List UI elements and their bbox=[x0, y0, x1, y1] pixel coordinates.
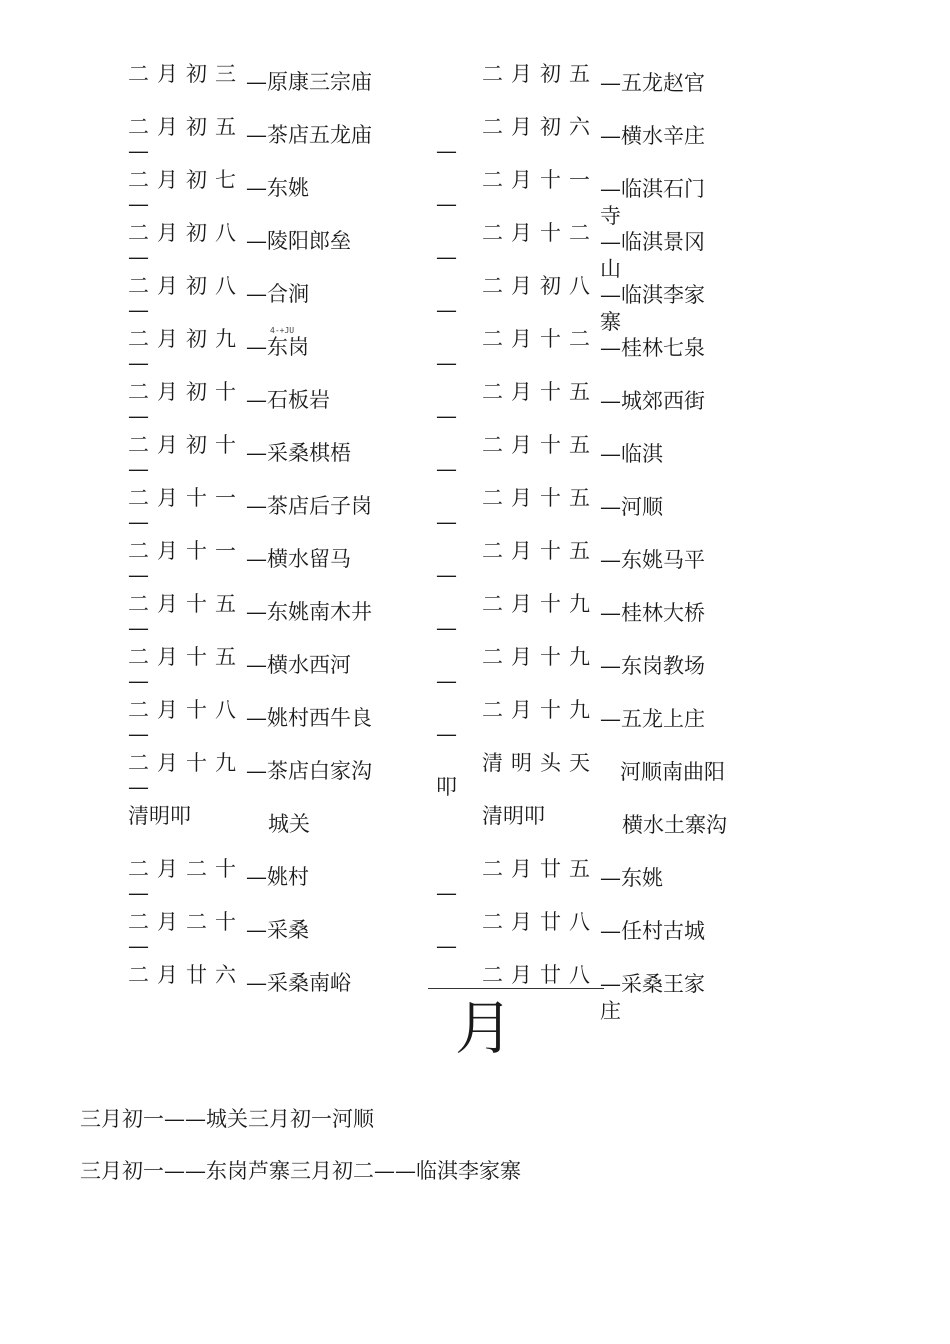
right-place: —临淇 bbox=[600, 442, 663, 466]
left-date: 二月廿六 bbox=[128, 963, 244, 987]
schedule-row bbox=[0, 221, 950, 281]
march-line-1: 三月初一——城关三月初一河顺 bbox=[80, 1107, 374, 1131]
right-place: —临淇景冈山 bbox=[600, 230, 705, 281]
right-date: 二月十五 bbox=[482, 539, 598, 563]
right-place: —任村古城 bbox=[600, 919, 705, 943]
right-date: 二月十二 bbox=[482, 221, 598, 245]
right-place: —采桑王家庄 bbox=[600, 972, 705, 1023]
right-date: 清明叩 bbox=[482, 804, 545, 828]
middle-mark: — bbox=[436, 934, 457, 958]
right-date: 二月十九 bbox=[482, 592, 598, 616]
right-date: 二月十二 bbox=[482, 327, 598, 351]
left-place: —采桑 bbox=[246, 918, 309, 942]
left-dash: — bbox=[128, 245, 149, 269]
right-date: 二月十九 bbox=[482, 645, 598, 669]
left-place: —姚村 bbox=[246, 865, 309, 889]
left-place: —石板岩 bbox=[246, 388, 330, 412]
left-date: 二月初八 bbox=[128, 221, 244, 245]
left-date: 二月十五 bbox=[128, 645, 244, 669]
right-date: 二月初五 bbox=[482, 62, 598, 86]
left-date: 二月二十 bbox=[128, 910, 244, 934]
right-place: —河顺 bbox=[600, 495, 663, 519]
left-date: 二月十一 bbox=[128, 486, 244, 510]
middle-mark: — bbox=[436, 245, 457, 269]
right-place: —横水辛庄 bbox=[600, 124, 705, 148]
schedule-row bbox=[0, 380, 950, 433]
small-note: 4-+JU bbox=[270, 326, 295, 335]
left-place: —姚村西牛良 bbox=[246, 706, 372, 730]
middle-mark: — bbox=[436, 351, 457, 375]
left-dash: — bbox=[128, 881, 149, 905]
left-place: —茶店白家沟 bbox=[246, 759, 372, 783]
right-place: —东岗教场 bbox=[600, 654, 705, 678]
left-date: 清明叩 bbox=[128, 804, 191, 828]
left-dash: — bbox=[128, 139, 149, 163]
right-date: 二月十五 bbox=[482, 380, 598, 404]
middle-mark: — bbox=[436, 139, 457, 163]
left-place: —陵阳郎垒 bbox=[246, 229, 351, 253]
right-place: —东姚马平 bbox=[600, 548, 705, 572]
middle-mark: — bbox=[436, 616, 457, 640]
left-dash: — bbox=[128, 775, 149, 799]
month-heading: 月 bbox=[455, 994, 514, 1062]
right-place: —桂林大桥 bbox=[600, 601, 705, 625]
right-place: 横水土寨沟 bbox=[622, 813, 727, 837]
schedule-row bbox=[0, 486, 950, 539]
schedule-row bbox=[0, 645, 950, 698]
schedule-row bbox=[0, 910, 950, 963]
left-date: 二月十九 bbox=[128, 751, 244, 775]
left-date: 二月初五 bbox=[128, 115, 244, 139]
right-date: 二月十一 bbox=[482, 168, 598, 192]
left-dash: — bbox=[128, 457, 149, 481]
left-dash: — bbox=[128, 669, 149, 693]
left-place: —横水留马 bbox=[246, 547, 351, 571]
right-place: —五龙上庄 bbox=[600, 707, 705, 731]
schedule-row bbox=[0, 592, 950, 645]
february-schedule-table bbox=[0, 62, 950, 1023]
right-place: 河顺南曲阳 bbox=[620, 760, 725, 784]
right-date: 清明头天 bbox=[482, 751, 598, 775]
left-place: —茶店五龙庙 bbox=[246, 123, 372, 147]
left-date: 二月初十 bbox=[128, 433, 244, 457]
right-date: 二月初八 bbox=[482, 274, 598, 298]
section-divider bbox=[428, 988, 604, 989]
middle-mark: — bbox=[436, 669, 457, 693]
middle-mark: — bbox=[436, 192, 457, 216]
left-date: 二月初七 bbox=[128, 168, 244, 192]
schedule-row bbox=[0, 751, 950, 804]
left-place: —采桑棋梧 bbox=[246, 441, 351, 465]
right-place: —东姚 bbox=[600, 866, 663, 890]
middle-mark: — bbox=[436, 563, 457, 587]
left-date: 二月十五 bbox=[128, 592, 244, 616]
right-date: 二月十五 bbox=[482, 486, 598, 510]
left-date: 二月初三 bbox=[128, 62, 244, 86]
right-date: 二月廿八 bbox=[482, 910, 598, 934]
middle-mark: — bbox=[436, 404, 457, 428]
march-line-2: 三月初一——东岗芦寨三月初二——临淇李家寨 bbox=[80, 1159, 521, 1183]
left-place: —采桑南峪 bbox=[246, 971, 351, 995]
right-place: —临淇石门寺 bbox=[600, 177, 705, 228]
right-date: 二月十五 bbox=[482, 433, 598, 457]
right-date: 二月初六 bbox=[482, 115, 598, 139]
left-dash: — bbox=[128, 192, 149, 216]
middle-mark: 叩 bbox=[436, 775, 457, 799]
right-date: 二月廿五 bbox=[482, 857, 598, 881]
left-dash: — bbox=[128, 351, 149, 375]
schedule-row bbox=[0, 327, 950, 380]
left-place: —原康三宗庙 bbox=[246, 70, 372, 94]
right-place: —桂林七泉 bbox=[600, 336, 705, 360]
left-place: —茶店后子岗 bbox=[246, 494, 372, 518]
middle-mark: — bbox=[436, 722, 457, 746]
schedule-row bbox=[0, 804, 950, 857]
left-date: 二月十八 bbox=[128, 698, 244, 722]
middle-mark: — bbox=[436, 457, 457, 481]
schedule-row bbox=[0, 857, 950, 910]
left-dash: — bbox=[128, 934, 149, 958]
schedule-row bbox=[0, 115, 950, 168]
middle-mark: — bbox=[436, 298, 457, 322]
left-dash: — bbox=[128, 722, 149, 746]
left-dash: — bbox=[128, 404, 149, 428]
left-place: —东姚 bbox=[246, 176, 309, 200]
left-date: 二月初九 bbox=[128, 327, 244, 351]
left-date: 二月十一 bbox=[128, 539, 244, 563]
left-date: 二月初十 bbox=[128, 380, 244, 404]
middle-mark: — bbox=[436, 510, 457, 534]
left-date: 二月初八 bbox=[128, 274, 244, 298]
schedule-row bbox=[0, 539, 950, 592]
right-place: —城郊西街 bbox=[600, 389, 705, 413]
left-dash: — bbox=[128, 298, 149, 322]
left-place: —东姚南木井 bbox=[246, 600, 372, 624]
right-date: 二月廿八 bbox=[482, 963, 598, 987]
schedule-row bbox=[0, 62, 950, 115]
left-dash: — bbox=[128, 616, 149, 640]
left-dash: — bbox=[128, 563, 149, 587]
right-date: 二月十九 bbox=[482, 698, 598, 722]
right-place: —临淇李家寨 bbox=[600, 283, 705, 334]
left-place: —横水西河 bbox=[246, 653, 351, 677]
schedule-row bbox=[0, 168, 950, 228]
left-place: —合涧 bbox=[246, 282, 309, 306]
right-place: —五龙赵官 bbox=[600, 71, 705, 95]
left-place: 城关 bbox=[268, 812, 310, 836]
schedule-row bbox=[0, 433, 950, 486]
middle-mark: — bbox=[436, 881, 457, 905]
left-date: 二月二十 bbox=[128, 857, 244, 881]
schedule-row bbox=[0, 698, 950, 751]
left-dash: — bbox=[128, 510, 149, 534]
left-place: —东岗 bbox=[246, 335, 309, 359]
